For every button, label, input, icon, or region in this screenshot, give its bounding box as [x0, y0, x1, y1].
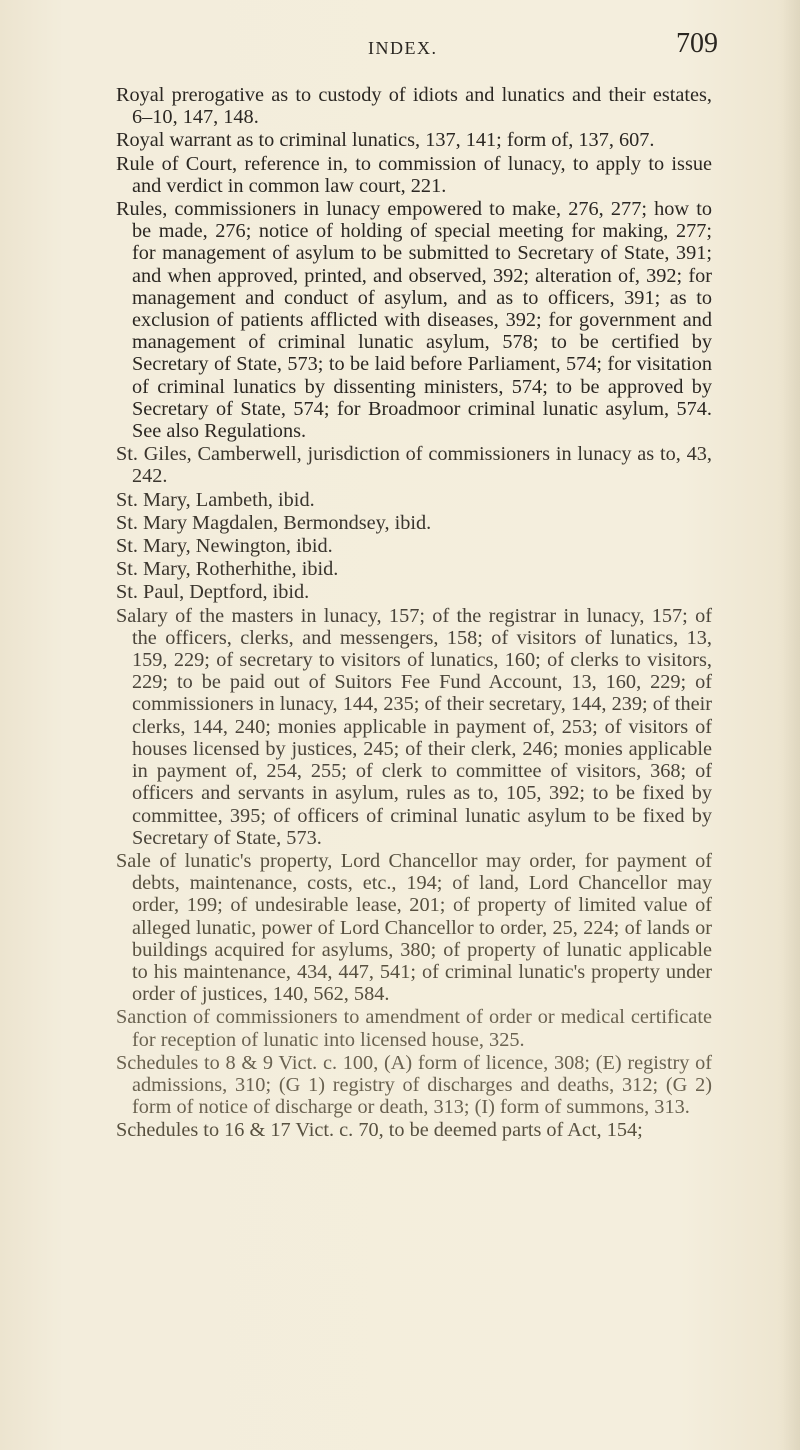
- index-entries: [116, 84, 712, 1143]
- index-entry: Rule of Court, reference in, to commission of lunacy, to apply to issue and verdict in common law court, 221.: [116, 152, 712, 197]
- index-entry: St. Paul, Deptford, ibid.: [116, 581, 310, 604]
- index-entry: Rules, commissioners in lunacy empowered to make, 276, 277; how to be made, 276; notice of holding of special meeting for making, 277; for management of asylum to be submitted to Secretary of State, 391; and when approved, printed, and observed, 392; alteration of, 392; for management and conduct of asylum, and as to officers, 391; as to exclusion of patients afflicted with diseases, 392; for government and management of criminal lunatic asylum, 578; to be certified by Secretary of State, 573; to be laid before Parliament, 574; for visitation of criminal lunatics by dissenting ministers, 574; to be approved by Secretary of State, 574; for Broadmoor criminal lunatic asylum, 574. See also Regulations.: [116, 198, 712, 443]
- page-edge-shading: [782, 0, 800, 1450]
- index-entry: St. Mary, Newington, ibid.: [116, 535, 333, 558]
- page-number: 709: [676, 28, 718, 59]
- index-entry: Salary of the masters in lunacy, 157; of the registrar in lunacy, 157; of the officers, clerks, and messengers, 158; of visitors of lunatics, 13, 159, 229; of secretary to visitors of lunatics, 160; of clerks to visitors, 229; to be paid out of Suitors Fee Fund Account, 13, 160, 229; of commissioners in lunacy, 144, 235; of their secretary, 144, 239; of their clerks, 144, 240; monies applicable in payment of, 253; of visitors of houses licensed by justices, 245; of their clerk, 246; monies applicable in payment of, 254, 255; of clerk to committee of visitors, 368; of officers and servants in asylum, rules as to, 105, 392; to be fixed by committee, 395; of officers of criminal lunatic asylum to be fixed by Secretary of State, 573.: [116, 604, 712, 849]
- running-head: [0, 28, 800, 68]
- index-entry: Royal prerogative as to custody of idiots and lunatics and their estates, 6–10, 147, 148.: [116, 84, 712, 129]
- index-entry: St. Mary, Rotherhithe, ibid.: [116, 558, 339, 581]
- index-entry: St. Mary, Lambeth, ibid.: [116, 488, 315, 511]
- index-entry: Royal warrant as to criminal lunatics, 137, 141; form of, 137, 607.: [116, 129, 655, 152]
- index-entry: Schedules to 8 & 9 Vict. c. 100, (A) form of licence, 308; (E) registry of admissions, 310; (G 1) registry of discharges and deaths, 312; (G 2) form of notice of discharge or death, 313; (I) form of summons, 313.: [116, 1051, 712, 1119]
- index-entry: St. Mary Magdalen, Bermondsey, ibid.: [116, 511, 432, 534]
- index-entry: Sanction of commissioners to amendment of order or medical certificate for reception of lunatic into licensed house, 325.: [116, 1006, 712, 1051]
- index-entry: Schedules to 16 & 17 Vict. c. 70, to be deemed parts of Act, 154;: [116, 1119, 643, 1142]
- index-entry: Sale of lunatic's property, Lord Chancellor may order, for payment of debts, maintenance, costs, etc., 194; of land, Lord Chancellor may order, 199; of undesirable lease, 201; of property of limited value of alleged lunatic, power of Lord Chancellor to order, 25, 224; of lands or buildings acquired for asylums, 380; of property of lunatic applicable to his maintenance, 434, 447, 541; of criminal lunatic's property under order of justices, 140, 562, 584.: [116, 849, 712, 1006]
- running-head-title: INDEX.: [368, 38, 438, 58]
- index-entry: St. Giles, Camberwell, jurisdiction of commissioners in lunacy as to, 43, 242.: [116, 443, 712, 488]
